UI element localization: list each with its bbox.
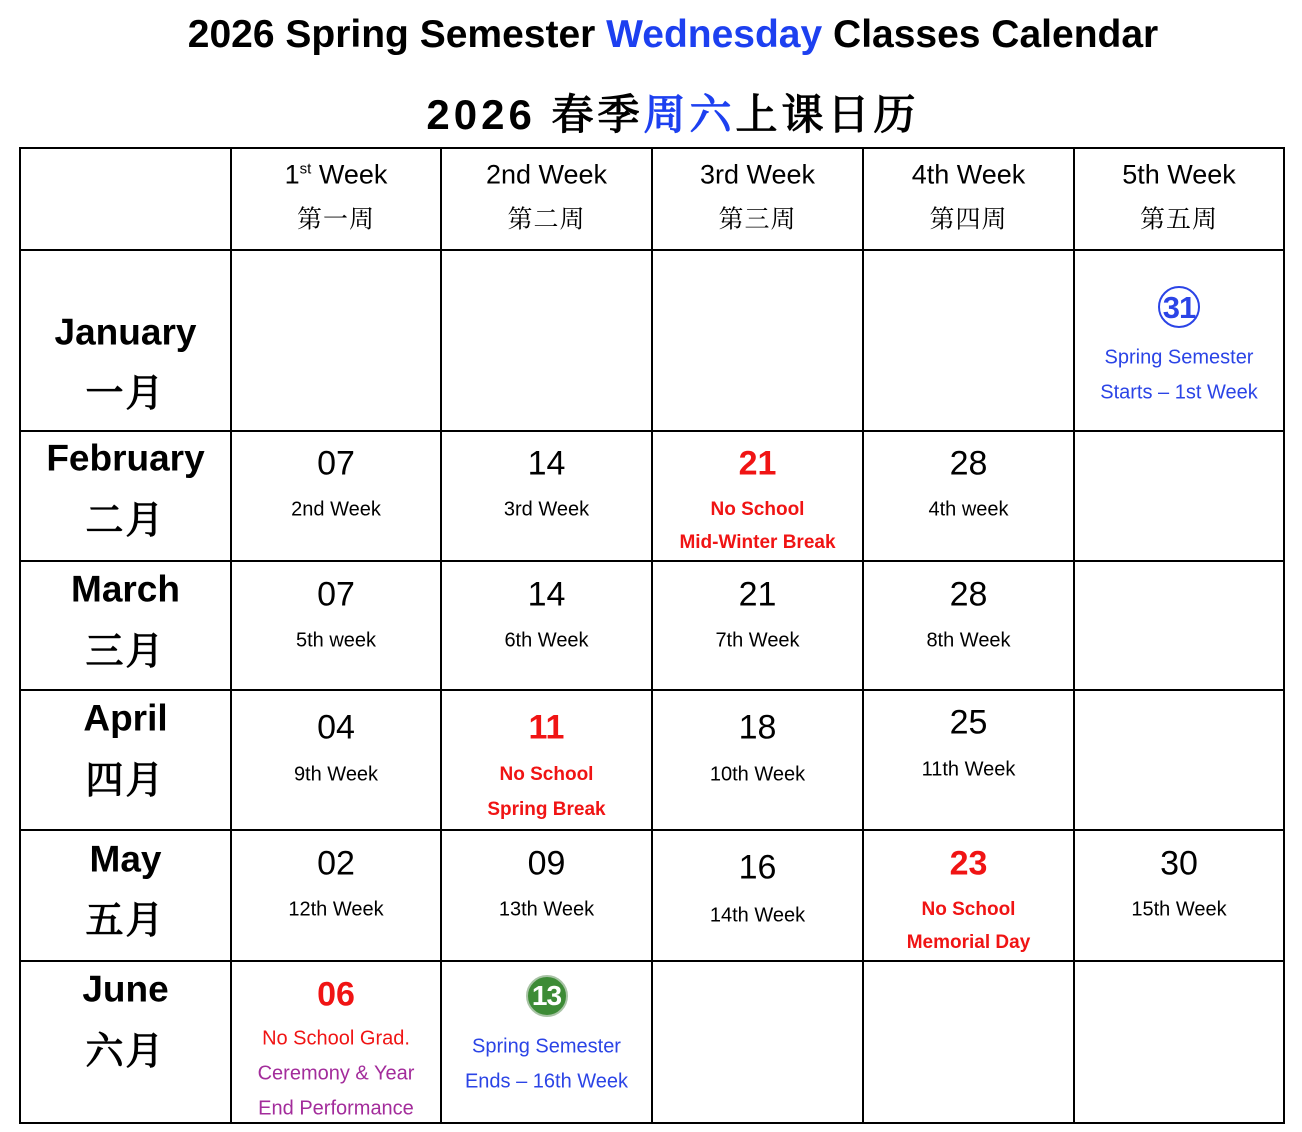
day-cell-apr-25 (864, 691, 1075, 831)
empty-cell (1075, 962, 1283, 1122)
day-cell-may-09 (442, 831, 653, 962)
week-heading: 4th Week (911, 159, 1026, 190)
day-number: 25 (949, 703, 988, 742)
day-number: 07 (317, 444, 355, 483)
day-number: 30 (1160, 844, 1198, 883)
week-label: 12th Week (288, 898, 384, 921)
week-heading-zh: 第五周 (1139, 205, 1218, 234)
week-label: 7th Week (715, 629, 800, 652)
empty-cell (653, 251, 864, 432)
day-number: 14 (527, 444, 566, 483)
day-number: 16 (738, 848, 777, 887)
day-cell-mar-28 (864, 562, 1075, 691)
day-cell-feb-28 (864, 432, 1075, 562)
day-number: 28 (949, 575, 988, 614)
event-label: Ends – 16th Week (464, 1070, 629, 1093)
month-name-zh: 一月 (85, 373, 166, 416)
empty-cell (1075, 562, 1283, 691)
month-may (21, 831, 232, 962)
month-name-zh: 六月 (85, 1031, 166, 1074)
day-cell-mar-14 (442, 562, 653, 691)
title-weekday-highlight: Wednesday (606, 13, 823, 56)
empty-cell (232, 251, 442, 432)
week-heading-zh: 第三周 (718, 205, 797, 234)
day-cell-feb-07 (232, 432, 442, 562)
month-january (21, 251, 232, 432)
day-number: 07 (317, 575, 355, 614)
month-name: June (82, 968, 169, 1010)
month-name: May (89, 838, 162, 880)
day-cell-may-16 (653, 831, 864, 962)
week-heading: 2nd Week (485, 159, 608, 190)
week-label: 13th Week (498, 898, 595, 921)
day-cell-jan-31 (1075, 251, 1283, 432)
week-number: 1 (284, 159, 300, 190)
no-school-label: No School Grad. (262, 1027, 410, 1050)
holiday-label: Mid-Winter Break (679, 532, 836, 554)
circled-day-icon (526, 975, 568, 1017)
month-name-zh: 二月 (85, 500, 166, 543)
day-number: 21 (738, 444, 777, 483)
month-april (21, 691, 232, 831)
day-number: 11 (528, 708, 565, 747)
header-week-2 (442, 149, 653, 251)
day-cell-mar-21 (653, 562, 864, 691)
no-school-label: No School (710, 499, 805, 521)
empty-cell (1075, 691, 1283, 831)
day-number: 21 (738, 575, 777, 614)
day-number: 13 (531, 980, 562, 1011)
page-title (0, 12, 1302, 58)
day-cell-apr-18 (653, 691, 864, 831)
week-label: 5th week (295, 629, 377, 652)
week-heading-zh: 第四周 (929, 205, 1008, 234)
title-zh-before: 2026 春季 (426, 91, 644, 138)
header-week-4 (864, 149, 1075, 251)
month-name-zh: 三月 (85, 631, 166, 674)
week-heading: 5th Week (1122, 159, 1236, 190)
week-label: 2nd Week (291, 498, 381, 521)
no-school-label: No School (499, 764, 594, 786)
week-label: 11th Week (921, 758, 1016, 781)
event-label: End Performance (258, 1097, 414, 1120)
month-name: April (83, 697, 168, 739)
event-label: Spring Semester (1104, 346, 1254, 369)
week-word: Week (311, 159, 388, 190)
month-name-zh: 五月 (85, 900, 166, 943)
holiday-label: Spring Break (487, 799, 606, 821)
event-label: Starts – 1st Week (1100, 381, 1258, 404)
month-name: March (71, 568, 180, 610)
event-label: Spring Semester (472, 1035, 621, 1058)
day-number: 18 (738, 708, 777, 747)
calendar-table (19, 147, 1285, 1124)
month-name-zh: 四月 (85, 760, 166, 803)
day-cell-feb-14 (442, 432, 653, 562)
header-week-5 (1075, 149, 1283, 251)
day-cell-mar-07 (232, 562, 442, 691)
month-name: February (46, 437, 205, 479)
corner-cell (21, 149, 232, 251)
title-zh-after: 上课日历 (735, 91, 920, 138)
day-cell-feb-21 (653, 432, 864, 562)
holiday-label: Memorial Day (906, 932, 1031, 954)
empty-cell (442, 251, 653, 432)
week-label: 6th Week (504, 629, 589, 652)
empty-cell (653, 962, 864, 1122)
day-cell-jun-13 (442, 962, 653, 1122)
month-march (21, 562, 232, 691)
week-label: 4th week (928, 498, 1009, 521)
empty-cell (864, 251, 1075, 432)
month-name: January (54, 311, 197, 353)
week-heading (232, 159, 440, 190)
week-label: 14th Week (709, 904, 806, 927)
month-february (21, 432, 232, 562)
day-number: 28 (949, 444, 988, 483)
month-june (21, 962, 232, 1122)
week-label: 3rd Week (503, 498, 590, 521)
title-text-after: Classes Calendar (822, 13, 1159, 56)
week-label: 8th Week (926, 629, 1011, 652)
week-heading-zh: 第二周 (507, 205, 586, 234)
day-cell-may-02 (232, 831, 442, 962)
empty-cell (1075, 432, 1283, 562)
day-number: 31 (1162, 289, 1196, 325)
week-heading: 3rd Week (699, 159, 816, 190)
day-number: 14 (527, 575, 566, 614)
week-label: 15th Week (1131, 898, 1227, 921)
day-cell-may-23 (864, 831, 1075, 962)
week-label: 9th Week (293, 763, 379, 786)
day-number: 23 (949, 844, 988, 883)
page-title-zh (0, 90, 1302, 140)
day-cell-apr-04 (232, 691, 442, 831)
day-cell-may-30 (1075, 831, 1283, 962)
title-zh-weekday-highlight: 周六 (643, 91, 736, 138)
day-cell-jun-06 (232, 962, 442, 1122)
ordinal-suffix: st (299, 160, 312, 178)
header-week-3 (653, 149, 864, 251)
empty-cell (864, 962, 1075, 1122)
no-school-label: No School (921, 899, 1016, 921)
title-text-before: 2026 Spring Semester (187, 13, 607, 56)
day-number: 06 (317, 975, 355, 1014)
circled-day-icon (1158, 286, 1200, 328)
header-week-1 (232, 149, 442, 251)
event-label: Ceremony & Year (257, 1062, 415, 1085)
day-number: 02 (317, 844, 355, 883)
week-label: 10th Week (709, 763, 806, 786)
day-cell-apr-11 (442, 691, 653, 831)
day-number: 04 (317, 708, 355, 747)
day-number: 09 (527, 844, 566, 883)
week-heading-zh: 第一周 (296, 205, 375, 234)
